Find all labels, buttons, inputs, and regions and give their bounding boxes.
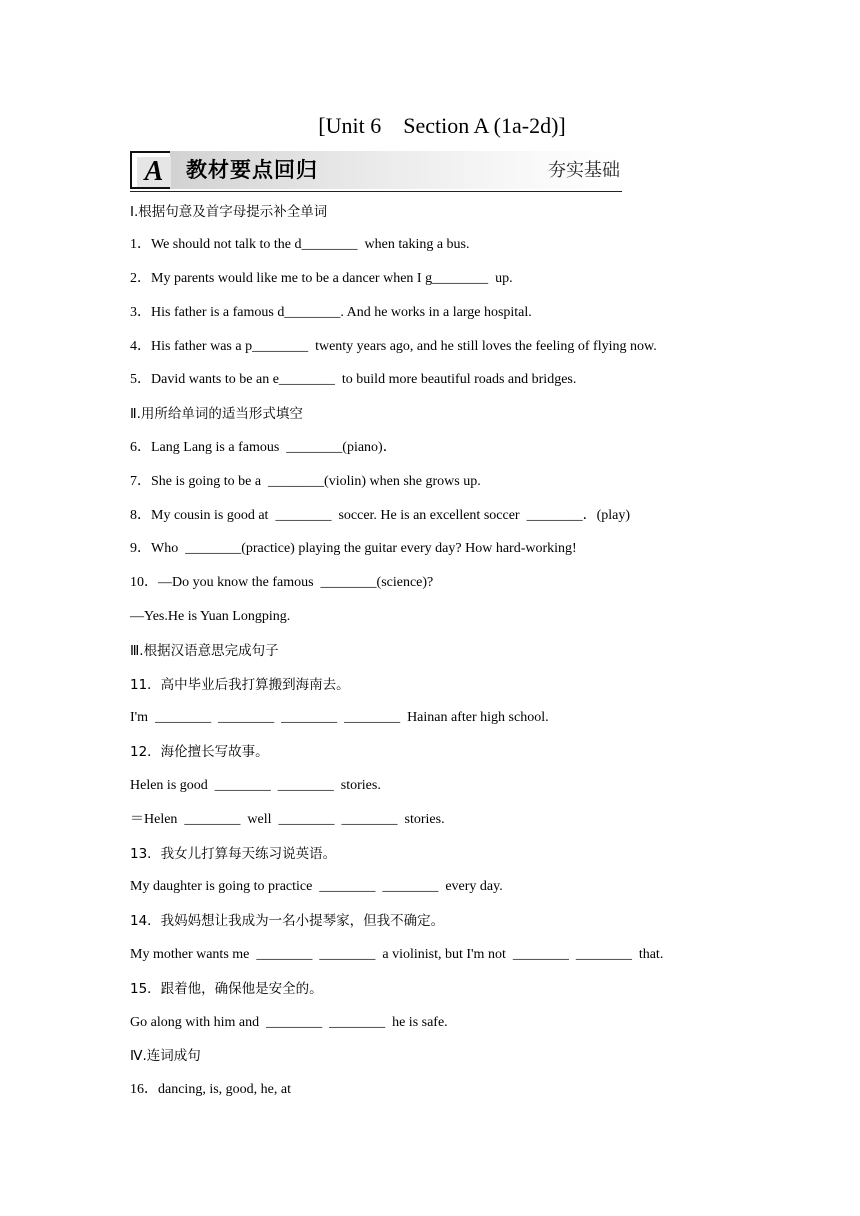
section-heading-1: Ⅰ.根据句意及首字母提示补全单词 — [130, 204, 328, 220]
exercise-line: Helen is good ________ ________ stories. — [130, 778, 381, 793]
exercise-prompt: 14．我妈妈想让我成为一名小提琴家，但我不确定。 — [130, 913, 445, 929]
exercise-line: Go along with him and ________ ________ he is safe. — [130, 1015, 448, 1030]
exercise-line: 5．David wants to be an e________ to build more beautiful roads and bridges. — [130, 372, 577, 387]
banner-subtitle: 夯实基础 — [548, 160, 620, 181]
page-title: [Unit 6 Section A (1a-2d)] — [318, 113, 566, 138]
exercise-line: 2．My parents would like me to be a dancer when I g________ up. — [130, 271, 513, 286]
exercise-line: I'm ________ ________ ________ ________ Hainan after high school. — [130, 710, 549, 725]
section-banner — [130, 151, 622, 192]
exercise-line: 16．dancing, is, good, he, at — [130, 1082, 291, 1097]
section-heading-2: Ⅱ.用所给单词的适当形式填空 — [130, 406, 303, 422]
exercise-line: 3．His father is a famous d________. And he works in a large hospital. — [130, 305, 532, 320]
exercise-prompt: 12．海伦擅长写故事。 — [130, 744, 269, 760]
exercise-line: 9．Who ________(practice) playing the guitar every day? How hard-working! — [130, 541, 577, 556]
exercise-prompt: 15．跟着他，确保他是安全的。 — [130, 981, 323, 997]
exercise-line: 6．Lang Lang is a famous ________(piano)． — [130, 440, 397, 455]
exercise-prompt: 11．高中毕业后我打算搬到海南去。 — [130, 677, 350, 693]
exercise-line: My mother wants me ________ ________ a violinist, but I'm not ________ ________ that. — [130, 947, 664, 962]
exercise-line: 8．My cousin is good at ________ soccer. He is an excellent soccer ________．(play) — [130, 508, 631, 523]
exercise-line: 10．—Do you know the famous ________(science)? — [130, 575, 434, 590]
banner-title: 教材要点回归 — [186, 158, 318, 182]
exercise-line: ＝Helen ________ well ________ ________ stories. — [130, 812, 445, 827]
exercise-line: 4．His father was a p________ twenty years ago, and he still loves the feeling of flying now. — [130, 339, 657, 354]
exercise-line: 1．We should not talk to the d________ when taking a bus. — [130, 237, 470, 252]
exercise-line: 7．She is going to be a ________(violin) when she grows up. — [130, 474, 481, 489]
exercise-line: —Yes.He is Yuan Longping. — [130, 609, 291, 624]
badge-letter: A — [137, 157, 171, 187]
section-badge — [130, 151, 170, 189]
exercise-prompt: 13．我女儿打算每天练习说英语。 — [130, 846, 337, 862]
exercise-line: My daughter is going to practice ________ ________ every day. — [130, 879, 503, 894]
section-heading-4: Ⅳ.连词成句 — [130, 1048, 201, 1064]
section-heading-3: Ⅲ.根据汉语意思完成句子 — [130, 643, 279, 659]
